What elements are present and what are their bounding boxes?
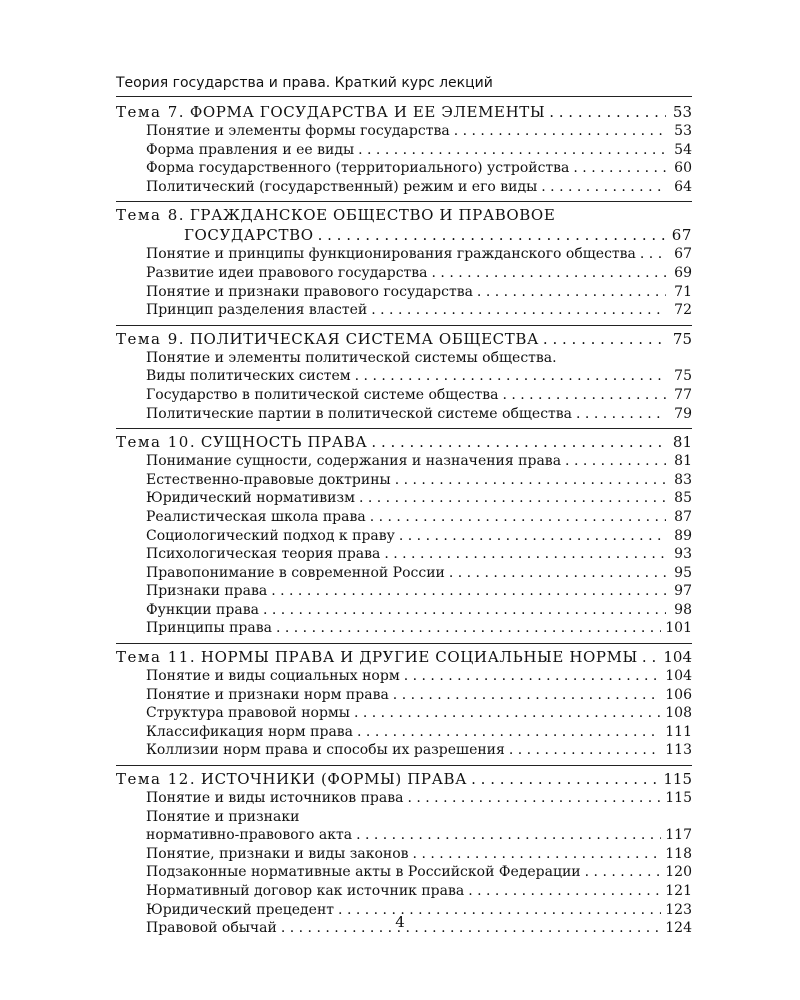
toc-entry-text [146, 508, 366, 527]
toc-entry [116, 667, 692, 686]
page-ref: 111 [665, 723, 692, 740]
toc-entry-label: Юридический нормативизм [146, 490, 355, 507]
dot-leader [355, 367, 666, 386]
topic-heading-text [116, 102, 545, 122]
toc-entry [116, 301, 692, 320]
toc-entry [116, 789, 692, 808]
page-ref: 117 [665, 827, 692, 844]
dot-leader [509, 741, 661, 760]
toc-entry-label: Понятие и принципы функционирования гражданского общества [146, 246, 636, 263]
toc-entry [116, 845, 692, 864]
toc-entry [116, 178, 692, 197]
toc-entry [116, 723, 692, 742]
dot-leader [477, 283, 666, 302]
topic-number: Тема 10. [116, 433, 197, 452]
topic-heading [116, 769, 692, 789]
dot-leader [371, 432, 666, 452]
page-ref: 104 [663, 648, 692, 667]
toc-entry-label: Политические партии в политической системе общества [146, 405, 573, 422]
toc-entry [116, 564, 692, 583]
toc-entry [116, 545, 692, 564]
page-ref: 123 [665, 901, 692, 918]
toc-entry [116, 471, 692, 490]
dot-leader [370, 508, 666, 527]
dot-leader [356, 826, 661, 845]
toc-entry-label: Понятие, признаки и виды законов [146, 845, 409, 862]
toc-entry [116, 367, 692, 386]
page-ref: 53 [674, 123, 692, 139]
page-ref: 79 [674, 405, 692, 422]
dot-leader [271, 582, 666, 601]
topic-heading [116, 329, 692, 349]
toc-entry-text [146, 667, 400, 686]
toc-entry-text [146, 704, 350, 723]
dot-leader [565, 452, 666, 471]
toc-entry-label: Естественно-правовые доктрины [146, 471, 391, 488]
page-ref: 54 [674, 141, 692, 158]
toc-entry-label: Развитие идеи правового государства [146, 264, 428, 281]
toc-entry [116, 863, 692, 882]
toc-entry-text [146, 386, 498, 405]
toc-entry-text [146, 882, 464, 901]
toc-entry-label: Понятие и элементы формы государства [146, 123, 450, 139]
toc-entry-text [146, 527, 395, 546]
dot-leader [384, 545, 666, 564]
page-ref: 101 [665, 620, 692, 637]
dot-leader [413, 845, 662, 864]
dot-leader [573, 159, 666, 178]
toc-entry-label: Правопонимание в современной России [146, 564, 445, 581]
dot-leader [399, 527, 666, 546]
toc-entry [116, 527, 692, 546]
dot-leader [263, 601, 666, 620]
toc-entry-text [146, 367, 351, 386]
toc-entry-text [146, 619, 272, 638]
toc-entry-text [146, 723, 353, 742]
toc-entry-label: Принципы права [146, 620, 272, 637]
toc-entry-text [146, 405, 572, 424]
toc-entry-text [146, 686, 389, 705]
toc-entry-label: Понятие и признаки правового государства [146, 283, 473, 300]
toc-entry-label: Принцип разделения властей [146, 302, 368, 319]
topic-heading [116, 205, 692, 225]
toc-topic [116, 326, 692, 429]
page-ref: 85 [674, 490, 692, 507]
topic-heading-text [116, 769, 467, 789]
page-ref: 72 [674, 302, 692, 319]
toc-entry-text [146, 789, 403, 808]
toc-entry-line: Понятие и элементы политической системы общества. [146, 349, 557, 366]
page-ref: 98 [674, 601, 692, 618]
toc-entry-text [146, 489, 355, 508]
table-of-contents [116, 70, 692, 943]
dot-leader [393, 686, 661, 705]
dot-leader [543, 329, 666, 349]
toc-entry-label: Политический (государственный) режим и его виды [146, 178, 538, 195]
topic-title: ИСТОЧНИКИ (ФОРМЫ) ПРАВА [200, 770, 468, 789]
toc-entry-label: Юридический прецедент [146, 901, 335, 918]
page-ref: 69 [674, 264, 692, 281]
toc-entry [116, 283, 692, 302]
page-ref: 77 [674, 386, 692, 403]
toc-entry [116, 386, 692, 405]
topic-title: ГРАЖДАНСКОЕ ОБЩЕСТВО И ПРАВОВОЕ [189, 206, 556, 225]
toc-entry-label: Структура правовой нормы [146, 705, 350, 722]
toc-topic [116, 644, 692, 766]
page-ref: 93 [674, 546, 692, 563]
toc-entry-text [146, 582, 267, 601]
toc-topic [116, 429, 692, 644]
toc-entry-label: Социологический подход к праву [146, 527, 395, 544]
toc-entry [116, 245, 692, 264]
toc-entry [116, 122, 692, 141]
toc-entry-label: Классификация норм права [146, 723, 354, 740]
toc-topic [116, 99, 692, 202]
toc-entry-label: Функции права [146, 601, 259, 618]
topic-title: ПОЛИТИЧЕСКАЯ СИСТЕМА ОБЩЕСТВА [189, 329, 539, 348]
toc-entry [116, 601, 692, 620]
toc-entry-text [146, 264, 428, 283]
dot-leader [371, 301, 666, 320]
page-ref: 113 [665, 742, 692, 759]
page-ref: 104 [665, 668, 692, 685]
toc-entry-text [146, 245, 636, 264]
page-ref: 64 [674, 178, 692, 195]
page-ref: 97 [674, 583, 692, 600]
page-ref: 115 [665, 790, 692, 807]
topic-number: Тема 8. [116, 206, 186, 225]
page-ref: 81 [674, 453, 692, 470]
toc-entry-label: Нормативный договор как источник права [146, 883, 465, 899]
dot-leader [502, 386, 666, 405]
topic-number: Тема 11. [116, 648, 197, 667]
toc-entry-text [146, 159, 569, 178]
dot-leader [358, 141, 666, 160]
dot-leader [354, 704, 661, 723]
toc-entry-label: Виды политических систем [146, 368, 351, 385]
toc-entry-label: Форма правления и ее виды [146, 141, 355, 158]
dot-leader [471, 769, 659, 789]
toc-entry-text [146, 301, 367, 320]
topic-heading [116, 432, 692, 452]
topic-heading-text [116, 432, 367, 452]
toc-entry-text [146, 178, 537, 197]
toc-list [116, 99, 692, 943]
page-ref: 121 [665, 883, 692, 899]
dot-leader [449, 564, 666, 583]
topic-heading-text [116, 329, 539, 349]
toc-entry-label: Форма государственного (территориального) устройства [146, 160, 570, 177]
dot-leader [318, 225, 666, 245]
page-ref: 53 [672, 103, 692, 121]
page-ref: 67 [674, 246, 692, 263]
toc-entry-text [146, 141, 354, 160]
toc-entry-text [146, 863, 581, 882]
topic-heading-line [116, 225, 692, 245]
topic-number: Тема 12. [116, 770, 197, 789]
toc-entry-text [146, 545, 380, 564]
topic-heading-text [116, 647, 638, 667]
toc-entry [116, 686, 692, 705]
topic-heading [116, 647, 692, 667]
toc-entry-label: Понимание сущности, содержания и назначения права [146, 453, 562, 470]
page-ref: 60 [674, 160, 692, 177]
toc-entry-label: Коллизии норм права и способы их разрешения [146, 742, 505, 759]
toc-entry [116, 582, 692, 601]
dot-leader [642, 647, 659, 667]
toc-entry [116, 489, 692, 508]
toc-entry-text [146, 826, 352, 845]
dot-leader [276, 619, 661, 638]
page-ref: 120 [665, 864, 692, 881]
toc-entry-line: Понятие и признаки [146, 808, 300, 825]
page-ref: 118 [665, 845, 692, 862]
dot-leader [454, 122, 666, 141]
topic-heading-line-text [184, 225, 314, 245]
toc-entry-text [146, 845, 409, 864]
page-ref: 71 [674, 283, 692, 300]
toc-entry [116, 704, 692, 723]
page-ref: 95 [674, 564, 692, 581]
page-ref: 67 [671, 226, 692, 245]
page-ref: 75 [674, 368, 692, 385]
dot-leader [585, 863, 662, 882]
toc-entry-label: Подзаконные нормативные акты в Российской Федерации [146, 864, 581, 881]
topic-number: Тема 7. [116, 103, 186, 121]
toc-entry [116, 452, 692, 471]
toc-topic [116, 202, 692, 325]
page-ref: 87 [674, 508, 692, 525]
toc-entry [116, 508, 692, 527]
toc-entry-text [146, 452, 561, 471]
page-ref: 106 [665, 686, 692, 703]
topic-number: Тема 9. [116, 329, 186, 348]
dot-leader [407, 789, 661, 808]
toc-entry-text [146, 601, 259, 620]
toc-entry-label: Правовой обычай [146, 920, 277, 937]
topic-title: ФОРМА ГОСУДАРСТВА И ЕЕ ЭЛЕМЕНТЫ [189, 103, 546, 121]
toc-entry-label: Признаки права [146, 583, 268, 600]
page-ref: 115 [663, 770, 692, 789]
page-ref: 124 [665, 920, 692, 937]
toc-entry [116, 264, 692, 283]
page-ref: 75 [672, 329, 692, 348]
toc-entry-label: Понятие и признаки норм права [146, 686, 389, 703]
toc-entry [116, 741, 692, 760]
dot-leader [468, 882, 661, 901]
dot-leader [576, 405, 666, 424]
toc-entry [116, 619, 692, 638]
toc-entry-label: Государство в политической системе общества [146, 386, 499, 403]
toc-entry [116, 882, 692, 901]
topic-heading [116, 102, 692, 122]
toc-entry-text [146, 283, 473, 302]
toc-entry-label: Понятие и виды источников права [146, 790, 404, 807]
dot-leader [395, 471, 666, 490]
page-ref: 89 [674, 527, 692, 544]
toc-entry-label: нормативно-правового акта [146, 827, 353, 844]
topic-title: СУЩНОСТЬ ПРАВА [200, 433, 368, 452]
page-number: 4 [395, 913, 405, 931]
dot-leader [357, 723, 661, 742]
toc-entry-label: Понятие и виды социальных норм [146, 668, 400, 685]
dot-leader [359, 489, 666, 508]
dot-leader [432, 264, 666, 283]
toc-entry-label: Психологическая теория права [146, 546, 381, 563]
page-ref: 108 [665, 705, 692, 722]
toc-entry-text [146, 471, 391, 490]
topic-title-continued: ГОСУДАРСТВО [184, 226, 314, 245]
dot-leader [549, 102, 666, 122]
page-ref: 83 [674, 471, 692, 488]
toc-entry [116, 405, 692, 424]
page-ref: 81 [672, 433, 692, 452]
toc-entry-label: Реалистическая школа права [146, 508, 366, 525]
toc-entry [116, 141, 692, 160]
toc-entry-text [146, 122, 450, 141]
dot-leader [404, 667, 662, 686]
topic-title: НОРМЫ ПРАВА И ДРУГИЕ СОЦИАЛЬНЫЕ НОРМЫ [200, 648, 638, 667]
running-header: Теория государства и права. Краткий курс лекций [116, 75, 493, 91]
toc-entry [116, 159, 692, 178]
dot-leader [541, 178, 666, 197]
dot-leader [640, 245, 666, 264]
toc-entry-text [146, 741, 505, 760]
toc-entry-text [146, 564, 445, 583]
header-divider [116, 96, 692, 97]
toc-entry [116, 826, 692, 845]
